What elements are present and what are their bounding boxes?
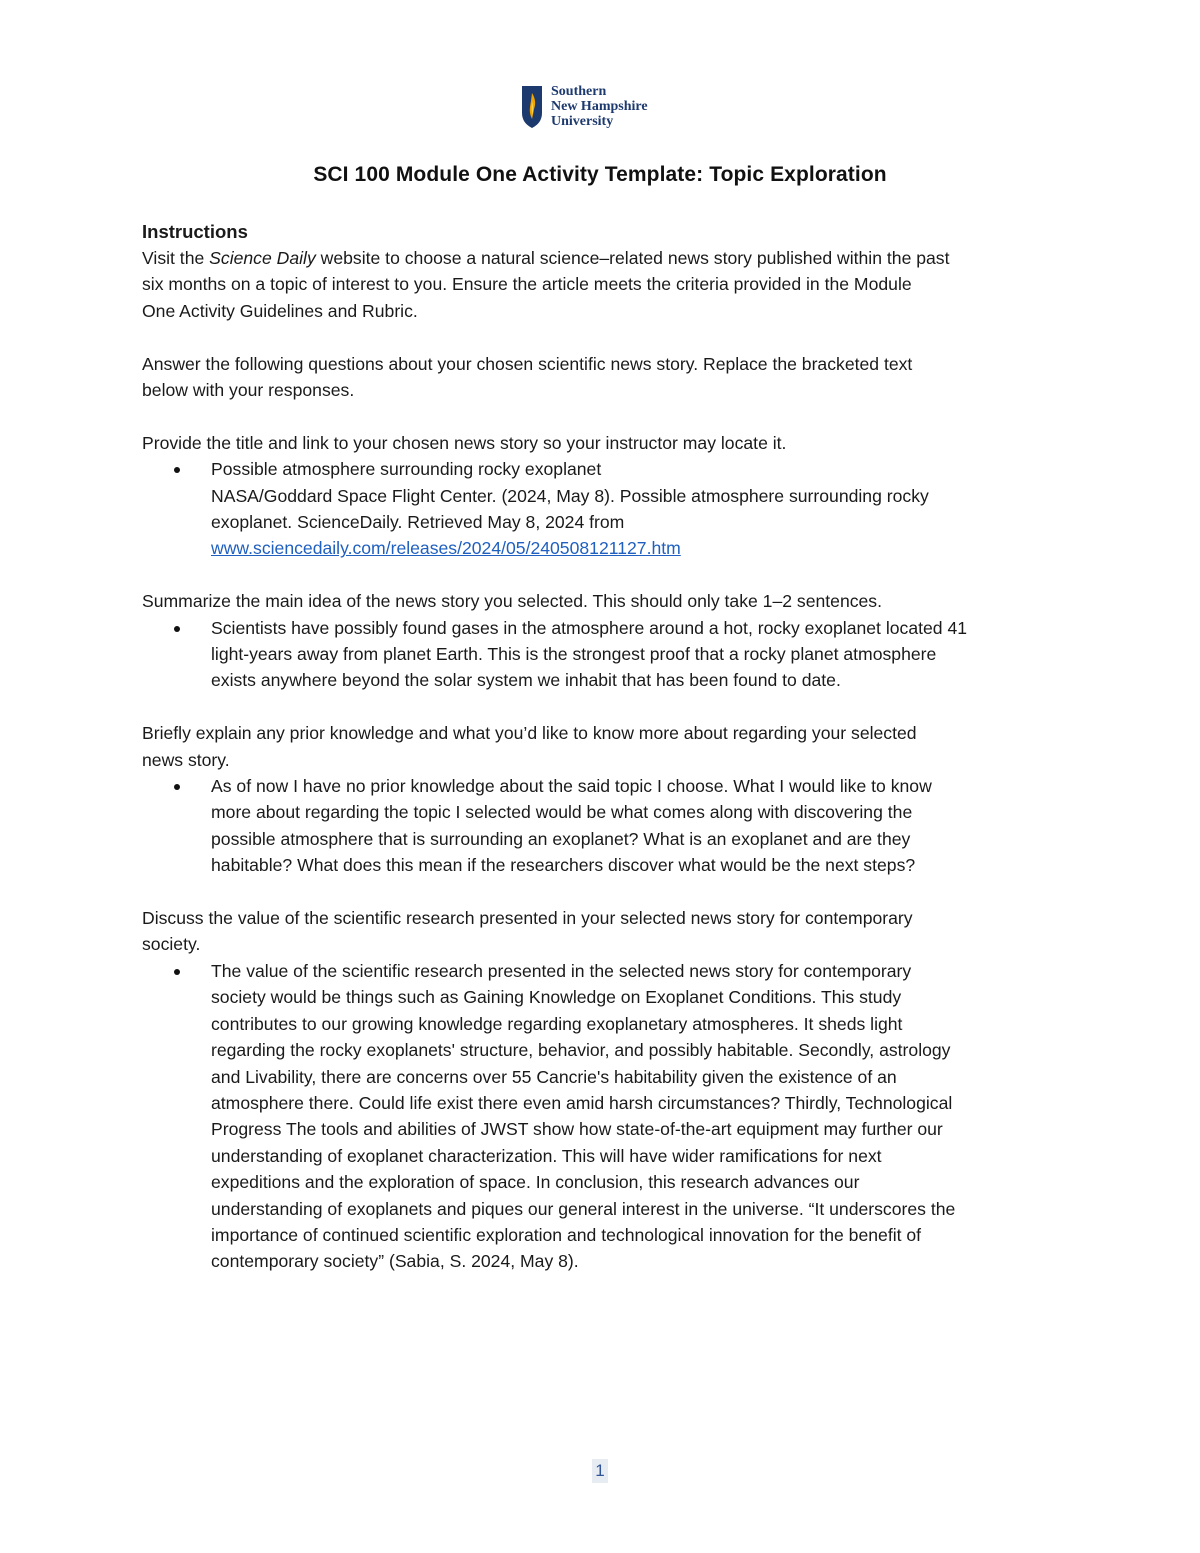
question-1-answer-list (142, 456, 1062, 562)
answer-text: possible atmosphere that is surrounding an exoplanet? What is an exoplanet and are they (211, 828, 911, 849)
list-item (142, 958, 1062, 1275)
instructions-text: Visit the (142, 248, 210, 268)
instructions-paragraph-1 (142, 245, 1062, 324)
document-body (142, 219, 1062, 1275)
answer-text: The value of the scientific research presented in the selected news story for contemporary (211, 960, 912, 981)
answer-text: atmosphere there. Could life exist there even amid harsh circumstances? Thirdly, Technological (211, 1092, 953, 1113)
answer-text: understanding of exoplanets and piques our general interest in the universe. “It underscores the (211, 1198, 956, 1219)
bullet-icon (174, 626, 180, 632)
instructions-text: website to choose a natural science–related news story published within the past (315, 248, 950, 268)
question-2-prompt: Summarize the main idea of the news story you selected. This should only take 1–2 sentences. (142, 591, 882, 612)
prompt-text: Discuss the value of the scientific research presented in your selected news story for contemporary (142, 908, 913, 929)
answer-text: expeditions and the exploration of space. In conclusion, this research advances our (211, 1172, 860, 1193)
answer-text: more about regarding the topic I selected would be what comes along with discovering the (211, 802, 913, 823)
answer-text: understanding of exoplanet characterization. This will have wider ramifications for next (211, 1145, 882, 1166)
answer-text: contemporary society” (Sabia, S. 2024, May 8). (211, 1251, 579, 1272)
prompt-text: society. (142, 934, 201, 955)
page-number: 1 (592, 1459, 608, 1483)
logo-line-1: Southern (551, 84, 607, 99)
question-3-prompt (142, 720, 1062, 773)
answer-text: and Livability, there are concerns over 55 Cancrie's habitability given the existence of an (211, 1066, 897, 1087)
answer-text: importance of continued scientific exploration and technological innovation for the benefit of (211, 1224, 922, 1245)
list-item (142, 615, 1062, 694)
document-title: SCI 100 Module One Activity Template: Topic Exploration (313, 163, 887, 186)
question-4-prompt (142, 905, 1062, 958)
university-logo (521, 84, 648, 129)
answer-text: regarding the rocky exoplanets' structure, behavior, and possibly habitable. Secondly, astrology (211, 1040, 951, 1061)
answer-text: light-years away from planet Earth. This is the strongest proof that a rocky planet atmosphere (211, 644, 937, 665)
answer-text: As of now I have no prior knowledge about the said topic I choose. What I would like to know (211, 776, 932, 797)
answer-text: habitable? What does this mean if the researchers discover what would be the next steps? (211, 855, 916, 876)
instructions-text: One Activity Guidelines and Rubric. (142, 300, 418, 321)
question-3-answer-list (142, 773, 1062, 879)
answer-text: exoplanet. ScienceDaily. Retrieved May 8, 2024 from (211, 512, 625, 533)
list-item (142, 773, 1062, 879)
prompt-text: news story. (142, 749, 230, 770)
logo-wordmark (551, 84, 648, 129)
answer-text: Possible atmosphere surrounding rocky exoplanet (211, 459, 602, 480)
instructions-text: six months on a topic of interest to you. Ensure the article meets the criteria provided in the Module (142, 274, 912, 295)
list-item (142, 456, 1062, 562)
logo-line-2: New Hampshire (551, 99, 648, 114)
instructions-text: below with your responses. (142, 380, 355, 401)
answer-text: NASA/Goddard Space Flight Center. (2024, May 8). Possible atmosphere surrounding rocky (211, 485, 929, 506)
answer-text: Progress The tools and abilities of JWST show how state-of-the-art equipment may further our (211, 1119, 943, 1140)
question-1-prompt: Provide the title and link to your chosen news story so your instructor may locate it. (142, 432, 787, 453)
question-2-answer-list (142, 615, 1062, 694)
bullet-icon (174, 784, 180, 790)
instructions-paragraph-2 (142, 351, 1062, 404)
article-link[interactable]: www.sciencedaily.com/releases/2024/05/240508121127.htm (211, 538, 681, 559)
instructions-text: Answer the following questions about your chosen scientific news story. Replace the bracketed text (142, 353, 913, 374)
instructions-heading: Instructions (142, 221, 248, 242)
answer-text: society would be things such as Gaining Knowledge on Exoplanet Conditions. This study (211, 987, 902, 1008)
science-daily-title: Science Daily (209, 248, 316, 268)
shield-icon (521, 85, 543, 129)
question-4-answer-list (142, 958, 1062, 1275)
prompt-text: Briefly explain any prior knowledge and what you’d like to know more about regarding your selected (142, 723, 917, 744)
answer-text: Scientists have possibly found gases in the atmosphere around a hot, rocky exoplanet located 41 (211, 617, 968, 638)
answer-text: exists anywhere beyond the solar system we inhabit that has been found to date. (211, 670, 841, 691)
logo-line-3: University (551, 114, 614, 129)
bullet-icon (174, 467, 180, 473)
bullet-icon (174, 969, 180, 975)
answer-text: contributes to our growing knowledge regarding exoplanetary atmospheres. It sheds light (211, 1013, 903, 1034)
